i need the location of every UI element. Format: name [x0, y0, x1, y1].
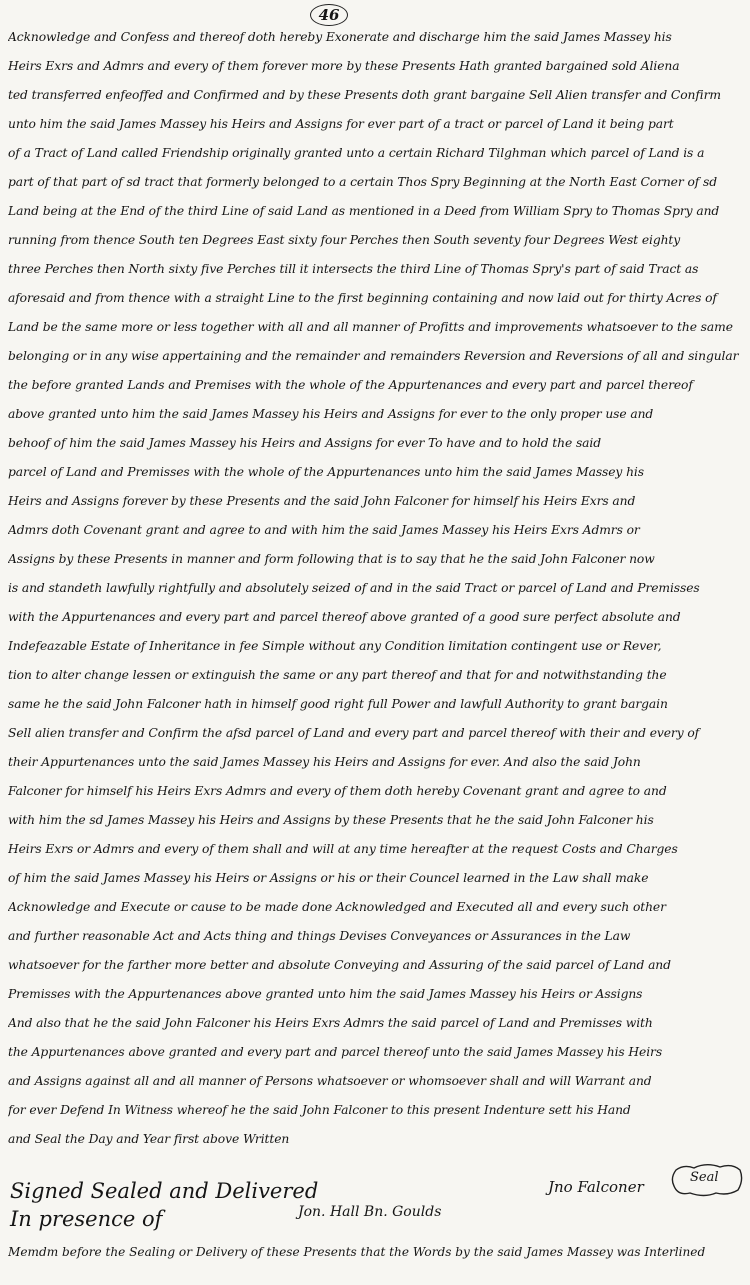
deed-text-line: tion to alter change lessen or extinguish the same or any part thereof and that for and notwithstanding the — [8, 668, 667, 682]
deed-text-line: Assigns by these Presents in manner and form following that is to say that he the said John Falconer now — [8, 552, 655, 566]
deed-text-line: Acknowledge and Execute or cause to be made done Acknowledged and Executed all and every such other — [8, 900, 666, 914]
signed-sealed-delivered-caption: Signed Sealed and Delivered — [10, 1179, 319, 1203]
deed-text-line: Premisses with the Appurtenances above granted unto him the said James Massey his Heirs or Assigns — [8, 987, 643, 1001]
deed-text-line: same he the said John Falconer hath in himself good right full Power and lawfull Authority to grant bargain — [8, 697, 668, 711]
deed-text-line: Sell alien transfer and Confirm the afsd parcel of Land and every part and parcel thereof with their and every of — [8, 726, 700, 740]
deed-text-line: whatsoever for the farther more better and absolute Conveying and Assuring of the said parcel of Land and — [8, 958, 671, 972]
deed-text-line: behoof of him the said James Massey his Heirs and Assigns for ever To have and to hold the said — [8, 436, 601, 450]
deed-text-line: Falconer for himself his Heirs Exrs Admrs and every of them doth hereby Covenant grant and agree to and — [8, 784, 667, 798]
deed-text-line: Heirs Exrs or Admrs and every of them shall and will at any time hereafter at the request Costs and Charges — [8, 842, 678, 856]
deed-text-line: and Seal the Day and Year first above Written — [8, 1132, 290, 1146]
seal-mark — [670, 1160, 744, 1200]
deed-text-line: unto him the said James Massey his Heirs and Assigns for ever part of a tract or parcel of Land it being part — [8, 117, 674, 131]
in-presence-of-caption: In presence of — [10, 1207, 163, 1231]
deed-text-line: the before granted Lands and Premises with the whole of the Appurtenances and every part and parcel thereof — [8, 378, 693, 392]
deed-text-line: of a Tract of Land called Friendship originally granted unto a certain Richard Tilghman which parcel of Land is a — [8, 146, 705, 160]
deed-text-line: belonging or in any wise appertaining and the remainder and remainders Reversion and Reversions of all and singular — [8, 349, 739, 363]
witness-signatures: Jon. Hall Bn. Goulds — [298, 1204, 442, 1220]
deed-text-line: parcel of Land and Premisses with the whole of the Appurtenances unto him the said James Massey his — [8, 465, 644, 479]
deed-text-line: part of that part of sd tract that formerly belonged to a certain Thos Spry Beginning at the North East Corner of sd — [8, 175, 717, 189]
memorandum-line: Memdm before the Sealing or Delivery of these Presents that the Words by the said James Massey was Interlined — [8, 1245, 706, 1259]
deed-text-line: Indefeazable Estate of Inheritance in fee Simple without any Condition limitation contingent use or Rever, — [8, 639, 662, 653]
deed-text-line: with the Appurtenances and every part and parcel thereof above granted of a good sure perfect absolute and — [8, 610, 681, 624]
deed-text-line: with him the sd James Massey his Heirs and Assigns by these Presents that he the said John Falconer his — [8, 813, 654, 827]
deed-text-line: of him the said James Massey his Heirs or Assigns or his or their Councel learned in the Law shall make — [8, 871, 649, 885]
deed-text-line: aforesaid and from thence with a straight Line to the first beginning containing and now laid out for thirty Acres of — [8, 291, 717, 305]
deed-text-line: three Perches then North sixty five Perches till it intersects the third Line of Thomas Spry's part of said Tract as — [8, 262, 699, 276]
deed-text-line: and further reasonable Act and Acts thing and things Devises Conveyances or Assurances in the Law — [8, 929, 631, 943]
deed-text-line: ted transferred enfeoffed and Confirmed and by these Presents doth grant bargaine Sell Alien transfer and Confirm — [8, 88, 721, 102]
deed-text-line: above granted unto him the said James Massey his Heirs and Assigns for ever to the only proper use and — [8, 407, 654, 421]
page-number: 46 — [310, 4, 348, 26]
deed-text-line: running from thence South ten Degrees East sixty four Perches then South seventy four Degrees West eighty — [8, 233, 681, 247]
deed-text-line: Heirs Exrs and Admrs and every of them forever more by these Presents Hath granted bargained sold Aliena — [8, 59, 680, 73]
deed-text-line: for ever Defend In Witness whereof he the said John Falconer to this present Indenture sett his Hand — [8, 1103, 631, 1117]
deed-text-line: and Assigns against all and all manner of Persons whatsoever or whomsoever shall and will Warrant and — [8, 1074, 652, 1088]
deed-text-line: Admrs doth Covenant grant and agree to and with him the said James Massey his Heirs Exrs Admrs or — [8, 523, 640, 537]
deed-text-line: is and standeth lawfully rightfully and absolutely seized of and in the said Tract or parcel of Land and Premisses — [8, 581, 700, 595]
deed-text-line: their Appurtenances unto the said James Massey his Heirs and Assigns for ever. And also the said John — [8, 755, 641, 769]
seal-label: Seal — [690, 1170, 719, 1185]
deed-text-line: Acknowledge and Confess and thereof doth hereby Exonerate and discharge him the said James Massey his — [8, 30, 672, 44]
deed-text-line: Land being at the End of the third Line of said Land as mentioned in a Deed from William Spry to Thomas Spry and — [8, 204, 720, 218]
deed-text-line: And also that he the said John Falconer his Heirs Exrs Admrs the said parcel of Land and Premisses with — [8, 1016, 653, 1030]
deed-text-line: Heirs and Assigns forever by these Presents and the said John Falconer for himself his Heirs Exrs and — [8, 494, 636, 508]
deed-text-line: Land be the same more or less together with all and all manner of Profitts and improvements whatsoever to the same — [8, 320, 733, 334]
grantor-signature-text: Jno Falconer — [548, 1178, 644, 1196]
deed-text-line: the Appurtenances above granted and every part and parcel thereof unto the said James Massey his Heirs — [8, 1045, 663, 1059]
